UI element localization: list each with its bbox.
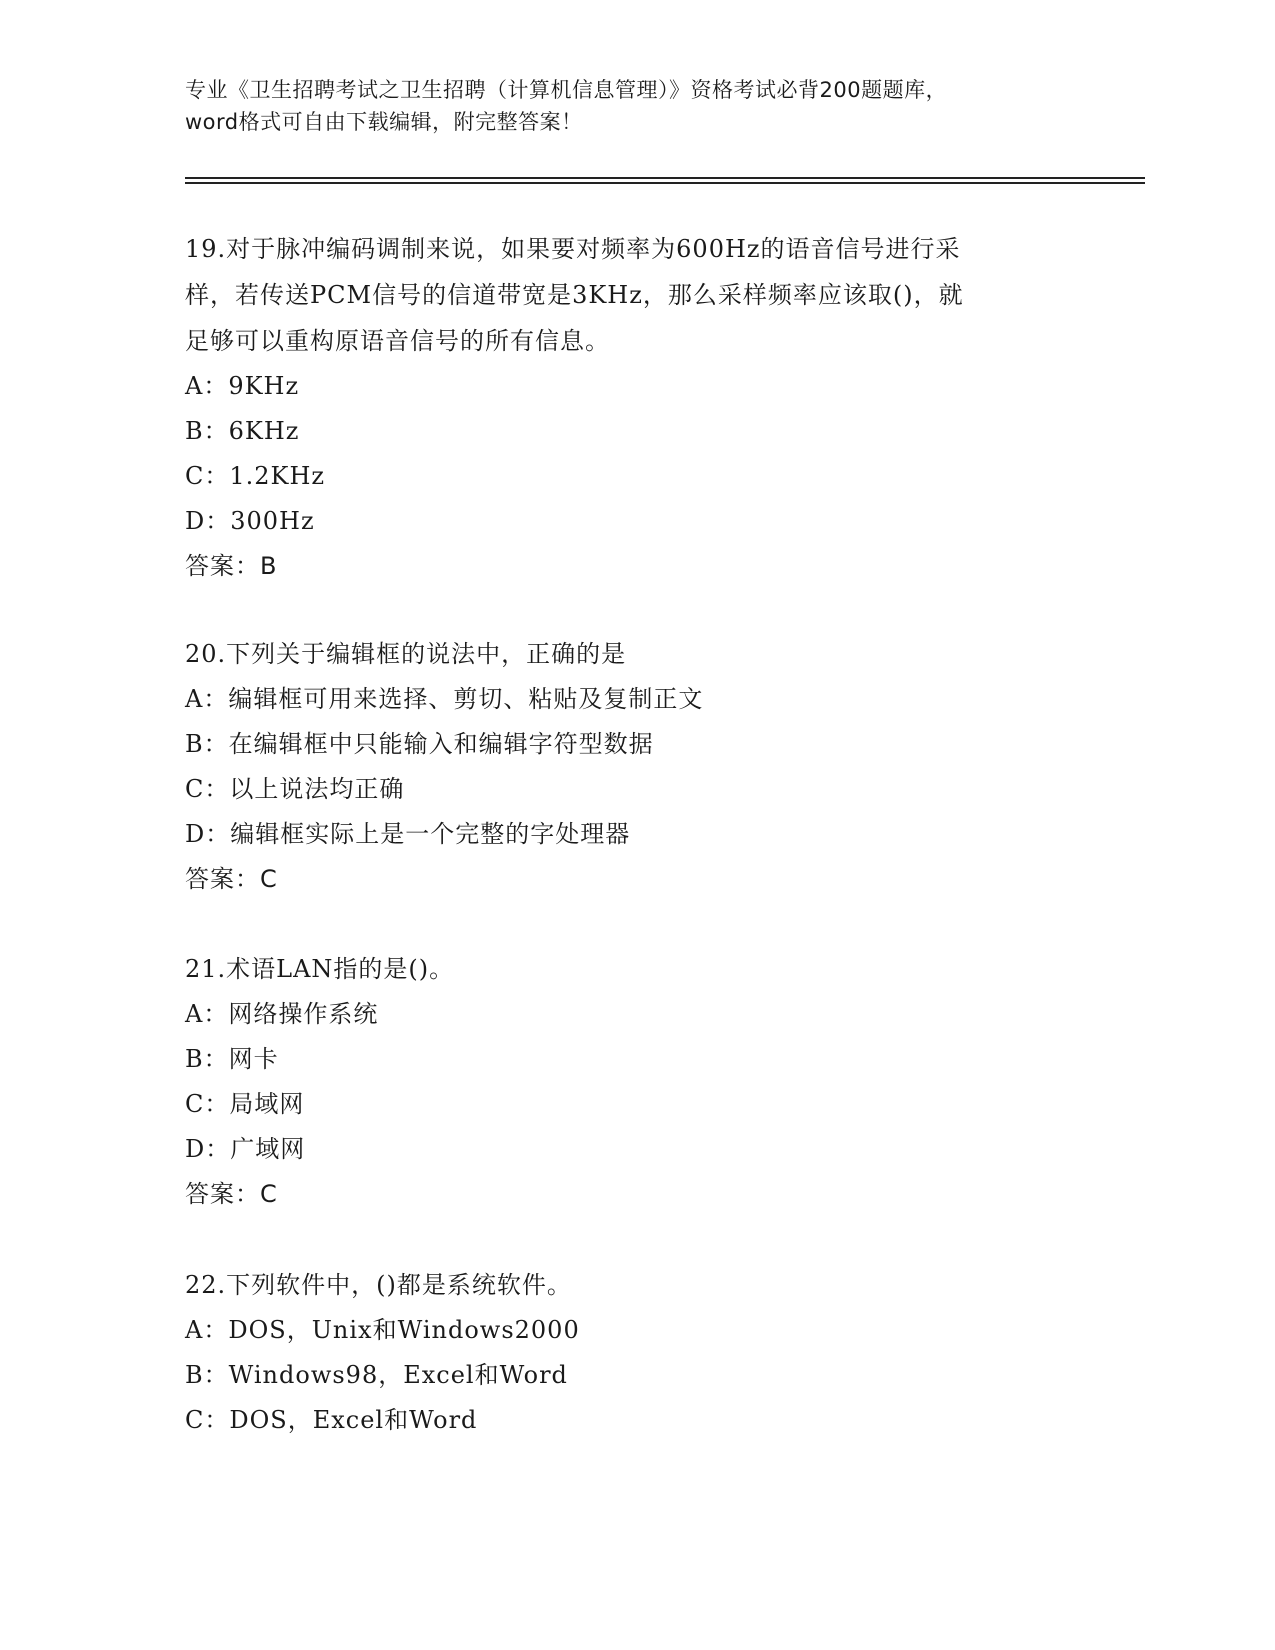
header-divider-bottom bbox=[185, 182, 1145, 184]
question-19-line-2: 样，若传送PCM信号的信道带宽是3KHz，那么采样频率应该取()，就 bbox=[185, 281, 964, 309]
question-21-answer: 答案：C bbox=[185, 1180, 278, 1208]
question-20-line-1: 20.下列关于编辑框的说法中，正确的是 bbox=[185, 640, 627, 668]
question-21-line-1: 21.术语LAN指的是()。 bbox=[185, 955, 455, 983]
question-20-answer: 答案：C bbox=[185, 865, 278, 893]
question-20-option-d: D：编辑框实际上是一个完整的字处理器 bbox=[185, 820, 631, 848]
question-19-option-d: D：300Hz bbox=[185, 507, 315, 535]
question-21-option-c: C：局域网 bbox=[185, 1090, 305, 1118]
question-22-option-a: A：DOS，Unix和Windows2000 bbox=[185, 1316, 580, 1344]
question-19-line-3: 足够可以重构原语音信号的所有信息。 bbox=[185, 327, 610, 355]
question-19-answer: 答案：B bbox=[185, 552, 278, 580]
header-line-1: 专业《卫生招聘考试之卫生招聘（计算机信息管理）》资格考试必背200题题库， bbox=[185, 78, 948, 102]
document-header bbox=[185, 74, 1085, 138]
question-21-option-b: B：网卡 bbox=[185, 1045, 279, 1073]
question-19-option-b: B：6KHz bbox=[185, 417, 300, 445]
question-20-option-c: C：以上说法均正确 bbox=[185, 775, 405, 803]
question-21-option-a: A：网络操作系统 bbox=[185, 1000, 379, 1028]
header-divider-top bbox=[185, 177, 1145, 179]
question-19-option-a: A：9KHz bbox=[185, 372, 300, 400]
question-20-option-b: B：在编辑框中只能输入和编辑字符型数据 bbox=[185, 730, 654, 758]
question-22-line-1: 22.下列软件中，()都是系统软件。 bbox=[185, 1271, 572, 1299]
header-line-2: word格式可自由下载编辑，附完整答案！ bbox=[185, 110, 583, 134]
question-21-option-d: D：广域网 bbox=[185, 1135, 306, 1163]
question-20-option-a: A：编辑框可用来选择、剪切、粘贴及复制正文 bbox=[185, 685, 704, 713]
question-19-line-1: 19.对于脉冲编码调制来说，如果要对频率为600Hz的语音信号进行采 bbox=[185, 235, 961, 263]
question-19-option-c: C：1.2KHz bbox=[185, 462, 326, 490]
question-22-option-c: C：DOS，Excel和Word bbox=[185, 1406, 478, 1434]
question-22-option-b: B：Windows98，Excel和Word bbox=[185, 1361, 568, 1389]
